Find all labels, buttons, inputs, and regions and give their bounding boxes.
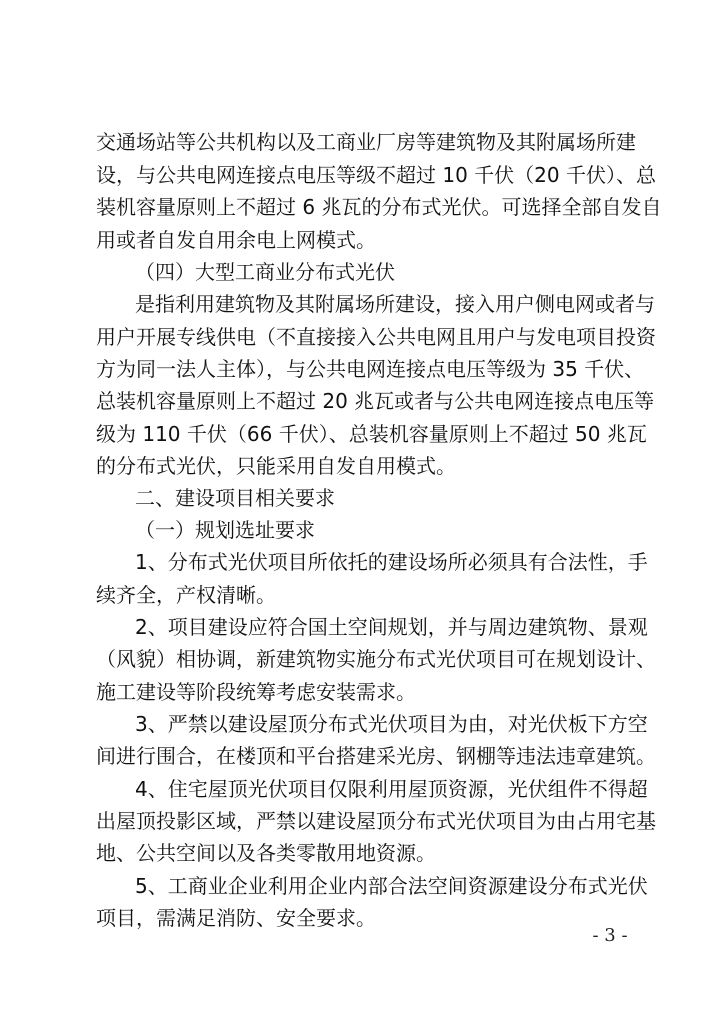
body-text-line: 交通场站等公共机构以及工商业厂房等建筑物及其附属场所建: [96, 130, 636, 154]
body-text-line: 级为 110 千伏（66 千伏）、总装机容量原则上不超过 50 兆瓦: [96, 422, 647, 446]
body-text-line: 的分布式光伏，只能采用自发自用模式。: [96, 454, 456, 478]
body-text-line: 5、工商业企业利用企业内部合法空间资源建设分布式光伏: [135, 874, 648, 898]
body-text-line: 间进行围合，在楼顶和平台搭建采光房、钢棚等违法违章建筑。: [96, 744, 656, 768]
body-text-line: 地、公共空间以及各类零散用地资源。: [96, 841, 436, 865]
body-text-line: 总装机容量原则上不超过 20 兆瓦或者与公共电网连接点电压等: [96, 389, 655, 413]
subsection-heading: （一）规划选址要求: [135, 518, 315, 542]
body-text-line: 方为同一法人主体），与公共电网连接点电压等级为 35 千伏、: [96, 357, 645, 381]
body-text-line: 用或者自发自用余电上网模式。: [96, 228, 376, 252]
body-text-line: 续齐全，产权清晰。: [96, 583, 276, 607]
body-text-line: 4、住宅屋顶光伏项目仅限利用屋顶资源，光伏组件不得超: [135, 777, 648, 801]
body-text-line: 施工建设等阶段统筹考虑安装需求。: [96, 680, 416, 704]
body-text-line: 3、严禁以建设屋顶分布式光伏项目为由，对光伏板下方空: [135, 712, 648, 736]
body-text-line: 2、项目建设应符合国土空间规划，并与周边建筑物、景观: [135, 615, 648, 639]
page-number: - 3 -: [592, 925, 628, 946]
body-text-line: 装机容量原则上不超过 6 兆瓦的分布式光伏。可选择全部自发自: [96, 195, 662, 219]
body-text-line: 1、分布式光伏项目所依托的建设场所必须具有合法性，手: [135, 550, 648, 574]
body-text-line: 是指利用建筑物及其附属场所建设，接入用户侧电网或者与: [135, 292, 655, 316]
body-text-line: （风貌）相协调，新建筑物实施分布式光伏项目可在规划设计、: [96, 647, 656, 671]
body-text-line: 出屋顶投影区域，严禁以建设屋顶分布式光伏项目为由占用宅基: [96, 809, 656, 833]
body-text-line: 项目，需满足消防、安全要求。: [96, 906, 376, 930]
body-text-line: 设，与公共电网连接点电压等级不超过 10 千伏（20 千伏）、总: [96, 163, 656, 187]
subsection-heading: （四）大型工商业分布式光伏: [135, 260, 395, 284]
body-text-line: 用户开展专线供电（不直接接入公共电网且用户与发电项目投资: [96, 325, 656, 349]
section-heading: 二、建设项目相关要求: [135, 486, 335, 510]
